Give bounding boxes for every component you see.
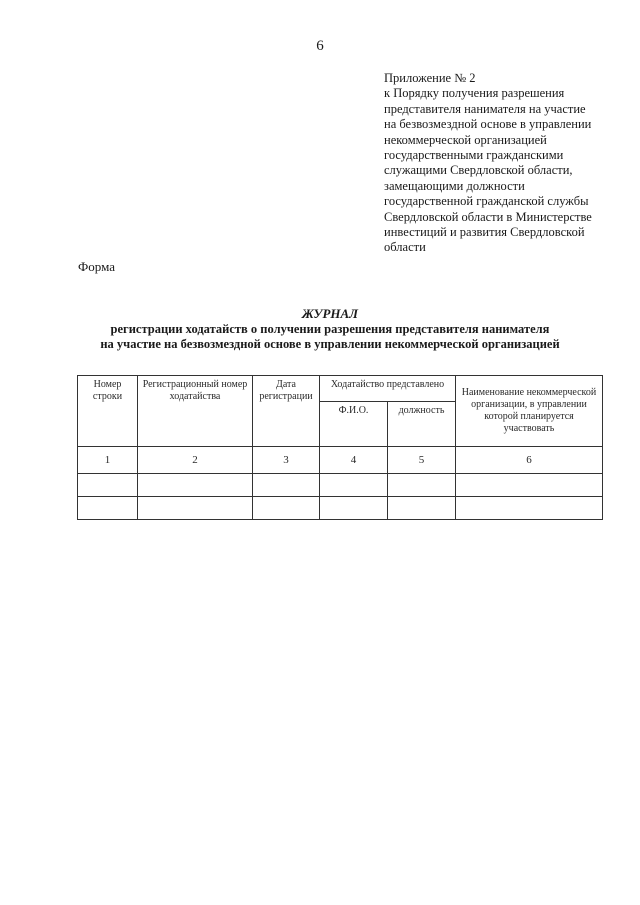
appendix-line: инвестиций и развития Свердловской	[384, 225, 585, 240]
appendix-line: Свердловской области в Министерстве	[384, 209, 592, 224]
table-row	[78, 474, 603, 497]
appendix-line: замещающими должности	[384, 178, 525, 193]
column-number: 2	[138, 447, 253, 474]
header-full-name: Ф.И.О.	[320, 402, 388, 447]
journal-subtitle-line-1: регистрации ходатайств о получении разрешения представителя нанимателя	[110, 321, 550, 336]
column-number: 3	[253, 447, 320, 474]
header-organization-name: Наименование некоммерческой организации, в управлении которой планируется участвовать	[456, 376, 603, 447]
table-row	[78, 497, 603, 520]
table-header-row	[78, 376, 603, 402]
journal-title: ЖУРНАЛ	[301, 306, 359, 321]
appendix-line: на безвозмездной основе в управлении	[384, 117, 592, 132]
page-number: 6	[316, 38, 324, 54]
header-registration-date: Дата регистрации	[253, 376, 320, 447]
table-cell	[78, 474, 138, 497]
table-cell	[253, 474, 320, 497]
table-cell	[320, 497, 388, 520]
appendix-line: государственными гражданскими	[384, 148, 564, 163]
journal-subtitle-line-2: на участие на безвозмездной основе в управлении некоммерческой организацией	[100, 337, 560, 351]
header-petition-submitted: Ходатайство представлено	[320, 376, 456, 402]
appendix-line: Приложение № 2	[384, 71, 476, 85]
appendix-line: к Порядку получения разрешения	[384, 86, 565, 101]
column-number: 1	[78, 447, 138, 474]
journal-table	[77, 375, 603, 520]
table-cell	[388, 474, 456, 497]
appendix-line: некоммерческой организацией	[384, 132, 547, 147]
table-cell	[138, 497, 253, 520]
column-number: 4	[320, 447, 388, 474]
table-cell	[320, 474, 388, 497]
appendix-line: области	[384, 240, 426, 255]
header-registration-number: Регистрационный номер ходатайства	[138, 376, 253, 447]
table-cell	[456, 497, 603, 520]
appendix-line: государственной гражданской службы	[384, 194, 589, 209]
header-position: должность	[388, 402, 456, 447]
table-cell	[78, 497, 138, 520]
appendix-line: служащими Свердловской области,	[384, 163, 573, 178]
table-cell	[456, 474, 603, 497]
table-cell	[388, 497, 456, 520]
column-number: 5	[388, 447, 456, 474]
appendix-line: представителя нанимателя на участие	[384, 101, 586, 116]
appendix-note	[384, 71, 616, 256]
form-label: Форма	[78, 259, 115, 274]
journal-heading	[0, 306, 640, 353]
header-row-number: Номер строки	[78, 376, 138, 447]
table-cell	[138, 474, 253, 497]
table-column-numbers-row	[78, 447, 603, 474]
table-cell	[253, 497, 320, 520]
column-number: 6	[456, 447, 603, 474]
